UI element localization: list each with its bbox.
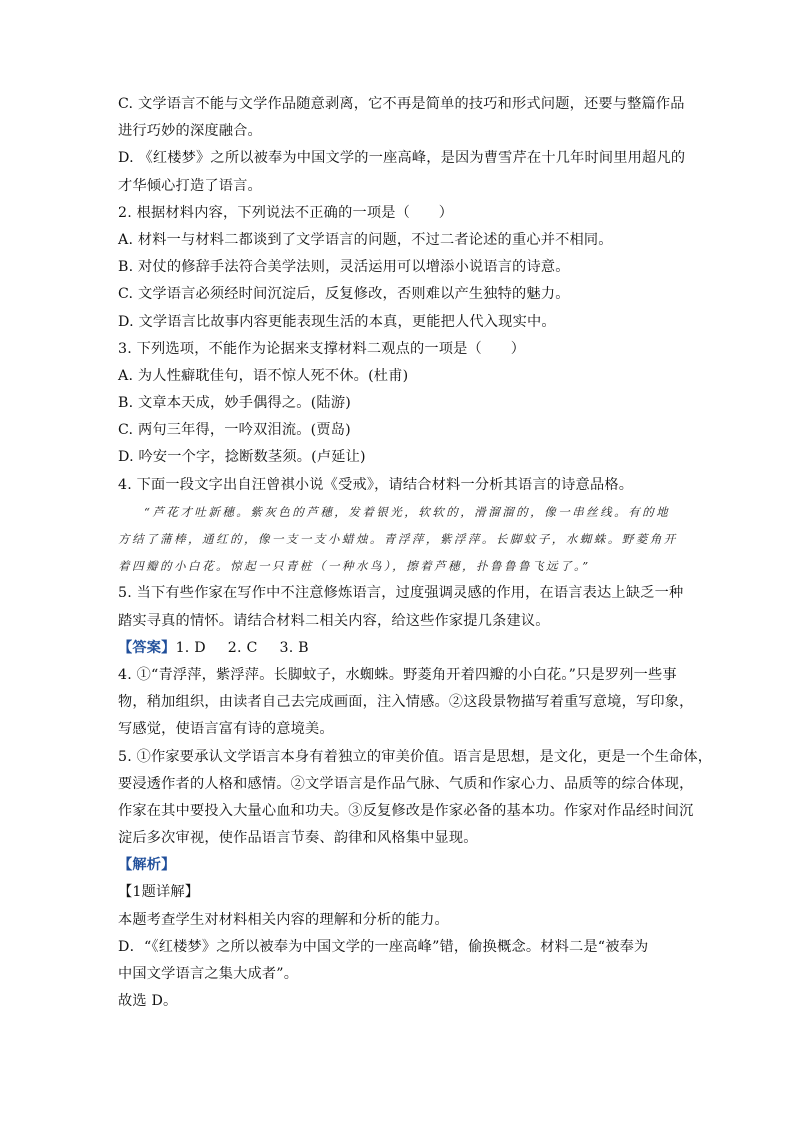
analysis-subheading	[118, 879, 684, 906]
q4-quote-line3: 着四瓣的小白花。惊起一只青桩（一种水鸟），擦着芦穗，扑鲁鲁鲁飞远了。”	[118, 559, 591, 574]
q3-option-c: C. 两句三年得，一吟双泪流。(贾岛)	[118, 422, 351, 439]
analysis-sub-tag: 【1题详解】	[118, 884, 200, 901]
q1-option-c-line2: 进行巧妙的深度融合。	[118, 123, 262, 140]
answer-4-line3: 写感觉，使语言富有诗的意境美。	[118, 721, 334, 738]
q2-option-a: A. 材料一与材料二都谈到了文学语言的问题，不过二者论述的重心并不相同。	[118, 231, 613, 248]
q2-option-b: B. 对仗的修辞手法符合美学法则，灵活运用可以增添小说语言的诗意。	[118, 259, 570, 276]
q3-stem: 3. 下列选项，不能作为论据来支撑材料二观点的一项是（ ）	[118, 340, 526, 357]
answer-3: 3. B	[279, 639, 309, 656]
analysis-tag: 【解析】	[118, 857, 176, 874]
analysis-line3: 中国文学语言之集大成者”。	[118, 966, 299, 982]
answer-1: 1. D	[175, 639, 206, 656]
answer-5-line2: 要浸透作者的人格和感情。②文学语言是作品气脉、气质和作家心力、品质等的综合体现，	[118, 775, 694, 792]
answer-5-line3: 作家在其中要投入大量心血和功夫。③反复修改是作家必备的基本功。作家对作品经时间沉	[118, 802, 694, 819]
q1-option-c-line1: C. 文学语言不能与文学作品随意剥离，它不再是简单的技巧和形式问题，还要与整篇作品	[118, 96, 685, 112]
q3-option-a: A. 为人性癖耽佳句，语不惊人死不休。(杜甫)	[118, 367, 409, 384]
answer-4-line1: 4. ①“青浮萍，紫浮萍。长脚蚊子，水蜘蛛。野菱角开着四瓣的小白花。”只是罗列一些事	[118, 666, 677, 683]
analysis-line1: 本题考查学生对材料相关内容的理解和分析的能力。	[118, 911, 449, 928]
q3-option-b: B. 文章本天成，妙手偶得之。(陆游)	[118, 395, 351, 412]
q3-option-d: D. 吟安一个字，捻断数茎须。(卢延让)	[118, 449, 366, 466]
q1-option-d-line2: 才华倾心打造了语言。	[118, 177, 262, 194]
q2-option-d: D. 文学语言比故事内容更能表现生活的本真，更能把人代入现实中。	[118, 313, 556, 330]
analysis-line2: D．“《红楼梦》之所以被奉为中国文学的一座高峰”错，偷换概念。材料二是“被奉为	[118, 938, 649, 955]
answer-summary	[118, 635, 684, 662]
answer-5-line4: 淀后多次审视，使作品语言节奏、韵律和风格集中显现。	[118, 830, 478, 847]
q2-option-c: C. 文学语言必须经时间沉淀后，反复修改，否则难以产生独特的魅力。	[118, 286, 570, 303]
analysis-line4: 故选 D。	[118, 993, 178, 1010]
answer-2: 2. C	[227, 639, 258, 656]
q1-option-d-line1: D. 《红楼梦》之所以被奉为中国文学的一座高峰，是因为曹雪芹在十几年时间里用超凡的	[118, 150, 686, 167]
q5-line1: 5. 当下有些作家在写作中不注意修炼语言，过度强调灵感的作用，在语言表达上缺乏一种	[118, 585, 684, 602]
document-page	[118, 91, 713, 1015]
q4-quote-line2: 方结了蒲棒，通红的，像一支一支小蜡烛。青浮萍，紫浮萍。长脚蚊子，水蜘蛛。野菱角开	[118, 532, 678, 546]
q4-quote-line1: “芦花才吐新穗。紫灰色的芦穗，发着银光，软软的，滑溜溜的，像一串丝线。有的地	[144, 504, 671, 519]
q5-line2: 踏实寻真的情怀。请结合材料二相关内容，给这些作家提几条建议。	[118, 612, 550, 629]
q2-stem: 2. 根据材料内容，下列说法不正确的一项是（ ）	[118, 204, 454, 221]
analysis-heading	[118, 852, 684, 879]
answer-5-line1: 5. ①作家要承认文学语言本身有着独立的审美价值。语言是思想，是文化，更是一个生命体，	[118, 748, 713, 765]
q4-stem: 4. 下面一段文字出自汪曾祺小说《受戒》，请结合材料一分析其语言的诗意品格。	[118, 476, 634, 493]
answer-4-line2: 物，稍加组织，由读者自己去完成画面，注入情感。②这段景物描写着重写意境，写印象，	[118, 694, 694, 711]
answer-tag: 【答案】	[118, 639, 176, 656]
